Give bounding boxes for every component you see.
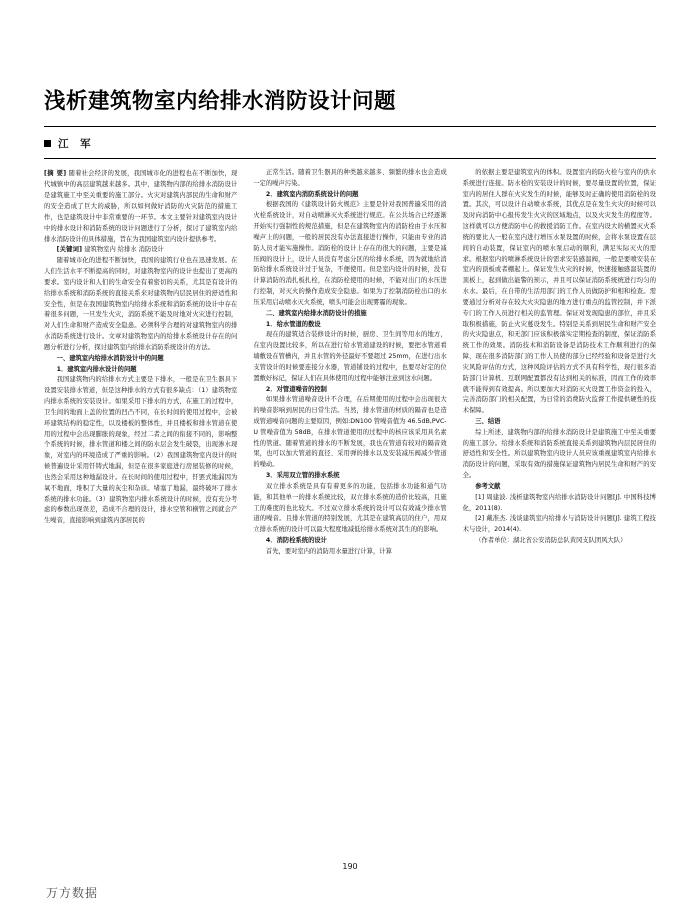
author-name: 江 军: [58, 137, 95, 150]
column-3: [463, 168, 656, 868]
page-number: 190: [342, 862, 358, 871]
subsection-heading: 3．采用双立管的排水系统: [265, 472, 340, 480]
square-bullet-icon: [44, 140, 51, 147]
column-1: [44, 168, 237, 868]
abstract-label: [摘 要]: [44, 169, 67, 177]
author-divider: [44, 158, 656, 159]
column-2: [253, 168, 446, 868]
title-divider: [44, 126, 656, 127]
body-paragraph: 根据我国的《建筑设计防火规范》主要是针对我国普遍采用的消火栓系统设计，对自动喷淋灭火系统进行规范。在公共场合已经逐渐开始实行强制性的规范措施，但是在建筑物室内的消防栓由于水压和噪声上的问题，一般的居民没有办法直接进行操作，只能由专业的消防人员才能实施操作。消防栓的设计上存在的很大的问题，主要是减压阀的设计上，设计人员没有考虑分区的给排水系统，因为就地给消防给排水系统设计过于复杂，不便使用。但是室内设计的时候，没有计算消防的消扎板扎栓，在消防栓使用的时候，不能对出门的水压进行控制，对灭火的操作造成安全隐患。如果为了控制消防栓出口的水压采用启动喷水灭火系统，喷头可能会出现雾霾的现象。: [253, 201, 447, 306]
body-paragraph: 综上所述，建筑物内部的给排水消防设计是建筑施工中至关重要的施工部分。给排水系统和消防系统直接关系到建筑物内层民居住的舒适性和安全性。所以建筑物室内设计人员应该重视建筑室内给排水消防设计的问题，采取有效的措施保证建筑物内居民生命和财产的安全。: [462, 428, 656, 480]
page-title: 浅析建筑物室内给排水消防设计问题: [44, 89, 397, 114]
section-heading: 一、建筑室内给排水消防设计中的问题: [56, 354, 164, 362]
body-paragraph: 现在的建筑适合装修设计的时候，厨房、卫生间等用水的地方，在室内设置比较多，所以在进行给水管道建设的时候，要把水管道看墙敷设在管槽内，并且水管的外径最好不要超过 25mm，在进行出水支管设计的时候要连接分水器，管道铺设的过程中，也要尽好定的位置敷好标记，保证人们在具体使用的过程中能够注意到这水问题。: [253, 331, 447, 382]
subsection-heading: 2．建筑室内消防系统设计的问题: [265, 190, 359, 198]
keywords-paragraph: [44, 245, 237, 256]
keywords-text: 建筑物室内 给排水 消防设计: [84, 246, 164, 254]
abstract-paragraph: [44, 168, 237, 246]
body-paragraph: 如果排水管道噪音设计不合理，在后期使用的过程中会出现很大的噪音影响到居民的日常生活。当然，排水管道的材质的隔音也是造成管道噪音问题的主要原因，例如:DN100 管噪音值为 46.5dB,PVC-U 管噪音值为 58dB，在排水管道使用的过程中的核应该采用具名素性的管道。随着管道的排水的不断发展，我也在管道有较对的隔音效果，也可以加大管道的直径、采用弹的排水以及安装减压阀减少管道的噪动。: [253, 396, 447, 469]
watermark: 万方数据: [46, 886, 99, 900]
subsection-heading: 4．消防栓系统的设计: [265, 537, 327, 545]
keywords-label: [关键词]: [56, 246, 83, 254]
body-paragraph: 正常生活。随着卫生器具的种类越来越多、频繁的排水也会造成一定的噪声污染。: [253, 168, 447, 187]
reference-item: [1] 周建波. 浅析建筑物室内给排水消防设计问题[J]. 中国科技博化，2011(8).: [462, 493, 656, 512]
subsection-heading: 1．建筑室内排水设计的问题: [56, 365, 137, 373]
body-paragraph: 的依据主要是建筑室内的体积。设置室内的防火栓与室内的供水系统进行连接。防水栓的安装设计的时候，要尽量设置的位置，保证室内的居住人群在火灾发生的时候，能够及时正确的使用消防栓的设置。其次，可以设计自动喷水系统，其优点是在发生火灾的时候可以及时向消防中心报传发生火灾的区域地点，以及火灾发生的程度等。这样就可以方便消防中心的救援消防工作。在室内设大的横置灭火系统的要比人一般在室内进行增压水泵设置的时候，会将水泵设置在层间的自动装置，保证室内的喷水泵启动的顺利，满足实际灭火的需求。根据室内的喷淋系统设计的需求安装感温阀，一般是要喷安装在室内的顶板或者棚起上。保证发生火灾的时候，快速接触感温装置的顶板上，起到做出能警的预示，并且可以保证消防系统统进行均匀的水水。最后，在自带的生活用部门的工作人员做防护和相和检查。需要通过分析对存在较大火灾隐患的地方进行重点的监管控制，并下派专门的工作人员进行相关的监管理。保证对发现隐患的部位，并且采取积极措施，防止火灾蔓设发生。特别是关系到居民生命和财产安全的火灾隐患点，和无部门应该积极落实定期检查的制度，保证消防系统工作的效果。消防技术和消防设备是消防技术工作顺利进行的保障，现在很多消防部门的工作人员使的部分已经经验和设备是进行火灾风险评估的方式，这种风险评估的方式不具有科学性，现行很多消防部门计算机、互联网配置都没有达到相关的标准，因而工作的效率就不能得到有效提高。所以要加大对消防灭火设置工作资金的投入，完善消防部门的相关配置，为日常的消费防火监督工作提供硬性的技术保障。: [462, 168, 656, 415]
body-paragraph: 我国建筑物内的给排水方式主要是下排水，一般是在卫生器具下设置安装排水管道，但是这种排水的方式有很多缺点：（1）建筑物室内排水系统的安装设计。如果采用下排水的方式，在施工的过程中，卫生间的地面上盖的位置的凹凸不同，在长时间的使用过程中，会被环建筑结构的稳定性，以及楼板的整体性，并且楼板和排水管道在使用的过程中会出现膨胀的现象，经过二者之间的衔接不同的，影响整个系统的时候，排水管道和楼之间的防水层会发生破裂，出现渗水现象，对室内的环境造成了严重的影响。（2）我国建筑物室内设计的时候普遍设计采用钎铸式地漏，但是在很多家庭进行房屋装修的时候，也然会采用这种地漏设计。在长时间的使用过程中，钎罢式地漏因为氧不地面，堆积了大量的灰尘和杂质。堵塞了地漏，最终破坏了排水系统的排水功能。（3）建筑物室内排水系统设计的时候，没有充分考虑的参数出现误差，造成不合理的设计，排水空管和横管之间就会产生噪音，直接影响到建筑内部居民的: [44, 376, 238, 525]
body-paragraph: 随着城市化的进程不断加快，我国的建筑行业也在迅速发展。在人们生活水平不断提高的同时，对建筑物室内的设计也提出了更高的要求。室内设计和人们的生命安全有着密切的关系，尤其是有设计的给排水系统和消防系统的直接关系来对建筑物内层民居住的舒适性和安全性，但是在我国建筑物室内给排水系统和消防系统的设计中存在着很多问题，一旦发生火灾，消防系统不能及时地对火灾进行控制，对人们生命和财产造成安全隐患。必须科学合理的对建筑物室内的排水消防系统进行设计。文章对建筑物室内的给排水系统设计存在的问题分析进行分析，探讨建筑室内给排水消防系统设计的方法。: [44, 257, 238, 351]
subsection-heading: 1．给水管道的数设: [265, 320, 321, 328]
reference-item: [2] 戴准杰. 浅谈建筑室内给排水与消防设计问题[J]. 建筑工程技术与设计，2014(4).: [462, 515, 656, 534]
references-heading: 参考文献: [475, 482, 501, 490]
author-affiliation: （作者单位：湖北省公安消防总队黄冈支队团风大队）: [475, 537, 627, 545]
abstract-text: 随着社会经济的发展，我国城市化的进程也在不断加快，现代城镇中的高层建筑越来越多。其中，建筑物内部的给排水消防设计是建筑施工中至关重要的施工部分。火灾对建筑内部民的生命和财产的安全造成了巨大的威胁，所以如何做好消防的火灾防范的措施工作，也是建筑设计中非常重要的一环节。本文主要针对建筑室内设计中的排水设计和消防系统的设计问题进行了分析，探讨了建筑室内给排水消防设计的具体措施，旨在为我国建筑室内设计提供参考。: [44, 169, 238, 244]
article-columns: [44, 168, 656, 868]
body-paragraph: 双立排水系统是具有有着更多的功能，包括排水功能和通气功能，和其他单一的排水系统比较，双立排水系统的造价比较高，且施工的难度的也比较大。不过双立排水系统的设计可以有效减少排水管道的噪音。且排水管道的特别发展，尤其是在建筑高层的住户，用双立排水系统的设计可以最大程度地减低给排水系统对其生的的影响。: [253, 482, 447, 534]
section-heading: 二、建筑室内给排水消防设计的措施: [265, 309, 367, 317]
subsection-heading: 2．对管道噪音的控制: [265, 385, 327, 393]
section-heading: 三、结语: [475, 417, 501, 425]
body-paragraph: 首先，要对室内的消防用水量进行计算，计算: [265, 547, 392, 555]
author-line: [44, 136, 656, 151]
